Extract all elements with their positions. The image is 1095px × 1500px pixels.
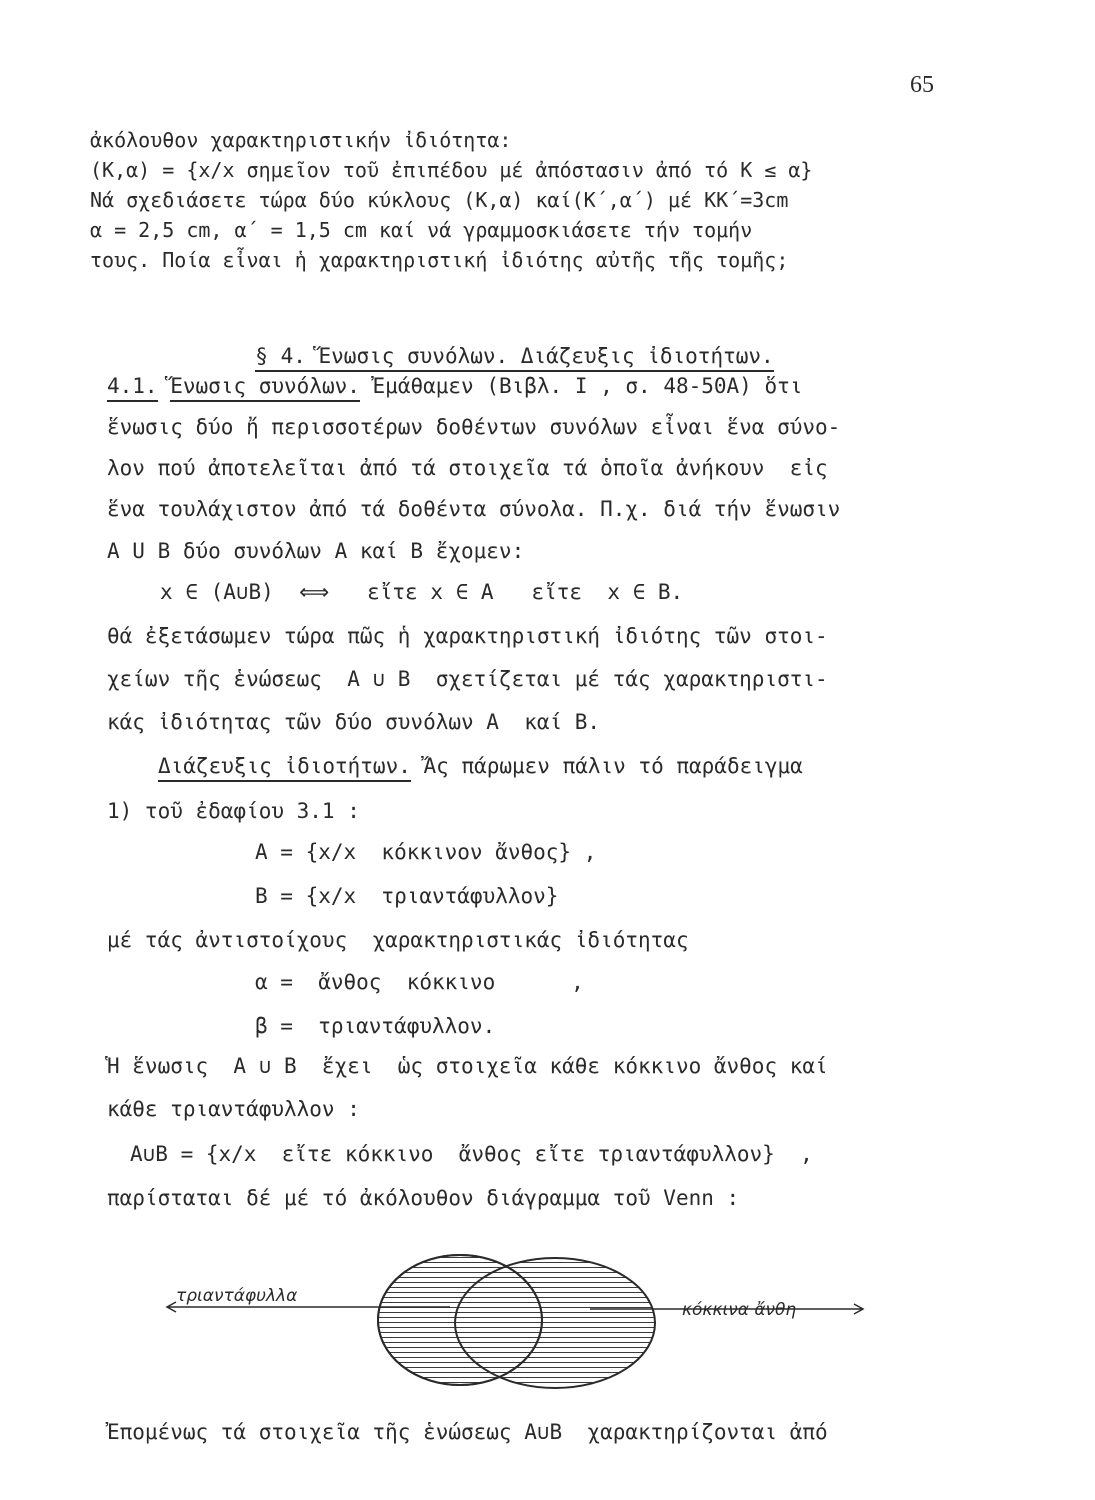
paragraph-number: 4.1. xyxy=(107,374,158,402)
venn-label-roses: τριαντάφυλλα xyxy=(176,1286,298,1306)
text-line: ἕνωσις δύο ἤ περισσοτέρων δοθέντων συνόλων εἶναι ἕνα σύνο- xyxy=(107,415,841,439)
text-line: ἀκόλουθον χαρακτηριστικήν ἰδιότητα: xyxy=(90,128,512,152)
section-title: § 4. Ἕνωσις συνόλων. Διάζευξις ἰδιοτήτων. xyxy=(230,314,774,370)
text-line: λον πού ἀποτελεῖται ἀπό τά στοιχεῖα τά ὁποῖα ἀνήκουν εἰς xyxy=(107,456,828,480)
property-beta: β = τριαντάφυλλον. xyxy=(255,1014,496,1038)
text-line: Ἐπομένως τά στοιχεῖα τῆς ἑνώσεως A∪B χαρακτηρίζονται ἀπό xyxy=(107,1420,828,1444)
text-line: κάθε τριαντάφυλλον : xyxy=(107,1097,360,1121)
paragraph-4-1-first-line: 4.1. Ἕνωσις συνόλων. Ἐμάθαμεν (Βιβλ. Ι , σ. 48-50Α) ὅτι xyxy=(107,372,802,400)
text-line: τους. Ποία εἶναι ἡ χαρακτηριστική ἰδιότης αὐτῆς τῆς τομῆς; xyxy=(90,248,789,272)
disjunction-first-line: Διάζευξις ἰδιοτήτων. Ἄς πάρωμεν πάλιν τό παράδειγμα xyxy=(158,752,803,780)
paragraph-heading: Ἕνωσις συνόλων. xyxy=(170,374,360,402)
text-line: παρίσταται δέ μέ τό ἀκόλουθον διάγραμμα τοῦ Venn : xyxy=(107,1186,740,1210)
union-definition: A∪B = {x/x εἴτε κόκκινο ἄνθος εἴτε τριαντάφυλλον} , xyxy=(130,1142,813,1166)
text-line: μέ τάς ἀντιστοίχους χαρακτηριστικάς ἰδιότητας xyxy=(107,928,689,952)
venn-label-red-flowers: κόκκινα ἄνθη xyxy=(682,1300,797,1320)
union-formula: x ∈ (A∪B) ⟺ εἴτε x ∈ A εἴτε x ∈ B. xyxy=(160,580,684,604)
set-b-definition: B = {x/x τριαντάφυλλον} xyxy=(255,884,559,908)
property-alpha: α = ἄνθος κόκκινο , xyxy=(255,970,584,994)
venn-diagram xyxy=(150,1245,870,1415)
text-line: α = 2,5 cm, α΄ = 1,5 cm καί νά γραμμοσκιάσετε τήν τομήν xyxy=(90,218,753,242)
text-line: κάς ἰδιότητας τῶν δύο συνόλων A καί B. xyxy=(107,710,601,734)
text-line: Νά σχεδιάσετε τώρα δύο κύκλους (Κ,α) καί(Κ΄,α΄) μέ ΚΚ΄=3cm xyxy=(90,188,789,212)
venn-set-b xyxy=(455,1258,655,1388)
page-number: 65 xyxy=(910,72,934,98)
text-line: ἕνα τουλάχιστον ἀπό τά δοθέντα σύνολα. Π.χ. διά τήν ἕνωσιν xyxy=(107,497,841,521)
text-line: (Κ,α) = {x/x σημεῖον τοῦ ἐπιπέδου μέ ἀπόστασιν ἀπό τό Κ ≤ α} xyxy=(90,158,813,182)
set-a-definition: A = {x/x κόκκινον ἄνθος} , xyxy=(255,840,597,864)
text-line: χείων τῆς ἑνώσεως A ∪ B σχετίζεται μέ τάς χαρακτηριστι- xyxy=(107,667,828,691)
text-line: Ἡ ἕνωσις A ∪ B ἔχει ὡς στοιχεῖα κάθε κόκκινο ἄνθος καί xyxy=(107,1054,828,1078)
text-line: θά ἐξετάσωμεν τώρα πῶς ἡ χαρακτηριστική ἰδιότης τῶν στοι- xyxy=(107,624,828,648)
text-line: 1) τοῦ ἐδαφίου 3.1 : xyxy=(107,799,360,823)
disjunction-heading: Διάζευξις ἰδιοτήτων. xyxy=(158,754,411,782)
text-line: A U B δύο συνόλων A καί B ἔχομεν: xyxy=(107,539,525,563)
